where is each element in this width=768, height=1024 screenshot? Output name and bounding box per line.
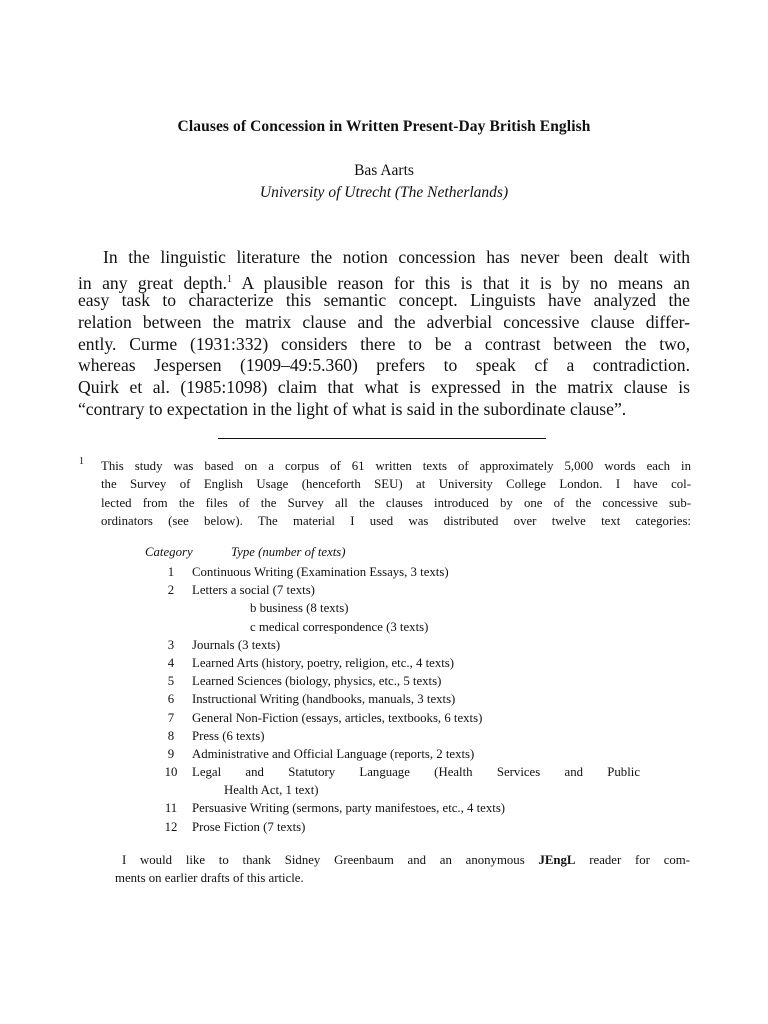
category-row: [150, 763, 670, 781]
body-line: ently. Curme (1931:332) considers there to be a contrast between the two,: [78, 333, 690, 354]
category-number: 7: [167, 710, 175, 725]
footnote-reference[interactable]: 1: [227, 273, 232, 285]
footnote-line: the Survey of English Usage (henceforth SEU) at University College London. I have col-: [101, 477, 691, 492]
journal-name: JEngL: [538, 853, 576, 867]
type-column-header: Type (number of texts): [231, 545, 346, 559]
body-line: “contrary to expectation in the light of what is said in the subordinate clause”.: [78, 398, 627, 419]
category-row: [150, 636, 670, 654]
category-type-continued: Health Act, 1 text): [224, 783, 319, 798]
body-line: In the linguistic literature the notion concession has never been dealt with: [103, 247, 690, 267]
body-line: easy task to characterize this semantic concept. Linguists have analyzed the: [78, 290, 690, 311]
footnote-line: lected from the files of the Survey all the clauses introduced by one of the concessive sub-: [101, 495, 691, 510]
category-subtype: b business (8 texts): [250, 601, 349, 616]
footnote-marker: 1: [79, 456, 84, 467]
acknowledgement-line: [115, 851, 690, 869]
category-number: 8: [167, 728, 175, 743]
footnote-line: ordinators (see below). The material I used was distributed over twelve text categories:: [101, 514, 691, 529]
category-type: Press (6 texts): [192, 728, 265, 743]
body-line-text: A plausible reason for this is that it is by no means an: [241, 272, 690, 293]
category-row: [150, 799, 670, 817]
acknowledgement-note: [115, 851, 690, 888]
category-number: 9: [167, 746, 175, 761]
category-row: [150, 563, 670, 581]
category-row: [150, 581, 670, 599]
category-number: 1: [167, 565, 175, 579]
category-type: Instructional Writing (handbooks, manuals, 3 texts): [192, 692, 456, 707]
category-number: 5: [167, 674, 175, 689]
category-table: [150, 563, 670, 836]
category-column-header: Category: [145, 545, 193, 559]
category-number: 6: [167, 692, 175, 707]
category-row: [150, 745, 670, 763]
category-number: 10: [164, 765, 178, 780]
category-number: 3: [167, 637, 175, 652]
footnote-line: This study was based on a corpus of 61 written texts of approximately 5,000 words each in: [101, 459, 691, 473]
category-type: Letters a social (7 texts): [192, 583, 315, 598]
category-type: Continuous Writing (Examination Essays, 3 texts): [192, 565, 449, 579]
category-row: [150, 727, 670, 745]
category-number: 2: [167, 583, 175, 598]
footnote-text: [101, 457, 691, 531]
category-number: 11: [164, 801, 178, 816]
acknowledgement-line: ments on earlier drafts of this article.: [115, 871, 304, 886]
category-table-header: [145, 545, 346, 560]
category-type: Persuasive Writing (sermons, party manifestoes, etc., 4 texts): [192, 801, 506, 816]
category-row: [150, 690, 670, 708]
category-type: Learned Sciences (biology, physics, etc., 5 texts): [192, 674, 442, 689]
author-affiliation: University of Utrecht (The Netherlands): [259, 184, 509, 201]
category-type: Journals (3 texts): [192, 637, 281, 652]
category-number: 12: [164, 819, 178, 834]
category-row: [150, 709, 670, 727]
category-type: General Non-Fiction (essays, articles, textbooks, 6 texts): [192, 710, 483, 725]
body-line: Quirk et al. (1985:1098) claim that what is expressed in the matrix clause is: [78, 377, 690, 398]
ack-text: reader for com-: [589, 853, 691, 867]
category-type: Learned Arts (history, poetry, religion, etc., 4 texts): [192, 655, 455, 670]
category-row: [150, 818, 670, 836]
body-line: whereas Jespersen (1909–49:5.360) prefers to speak cf a contradiction.: [78, 355, 690, 376]
category-type: Administrative and Official Language (reports, 2 texts): [192, 746, 475, 761]
body-line: relation between the matrix clause and the adverbial concessive clause differ-: [78, 312, 690, 333]
footnote-separator: [218, 438, 546, 439]
category-row: [150, 654, 670, 672]
category-type: Prose Fiction (7 texts): [192, 819, 306, 834]
category-subrow: [150, 618, 670, 636]
body-line: [78, 269, 690, 291]
category-row: [150, 672, 670, 690]
category-subtype: c medical correspondence (3 texts): [250, 619, 429, 634]
intro-paragraph: [78, 247, 690, 421]
ack-text: I would like to thank Sidney Greenbaum and an anonymous: [122, 853, 525, 867]
paper-title: Clauses of Concession in Written Present-Day British English: [177, 118, 591, 135]
category-subrow: [150, 599, 670, 617]
category-continuation: [150, 781, 670, 799]
category-type: Legal and Statutory Language (Health Services and Public: [192, 765, 640, 780]
author-name: Bas Aarts: [354, 162, 414, 179]
body-line-text: in any great depth.: [78, 272, 227, 293]
category-number: 4: [167, 655, 175, 670]
